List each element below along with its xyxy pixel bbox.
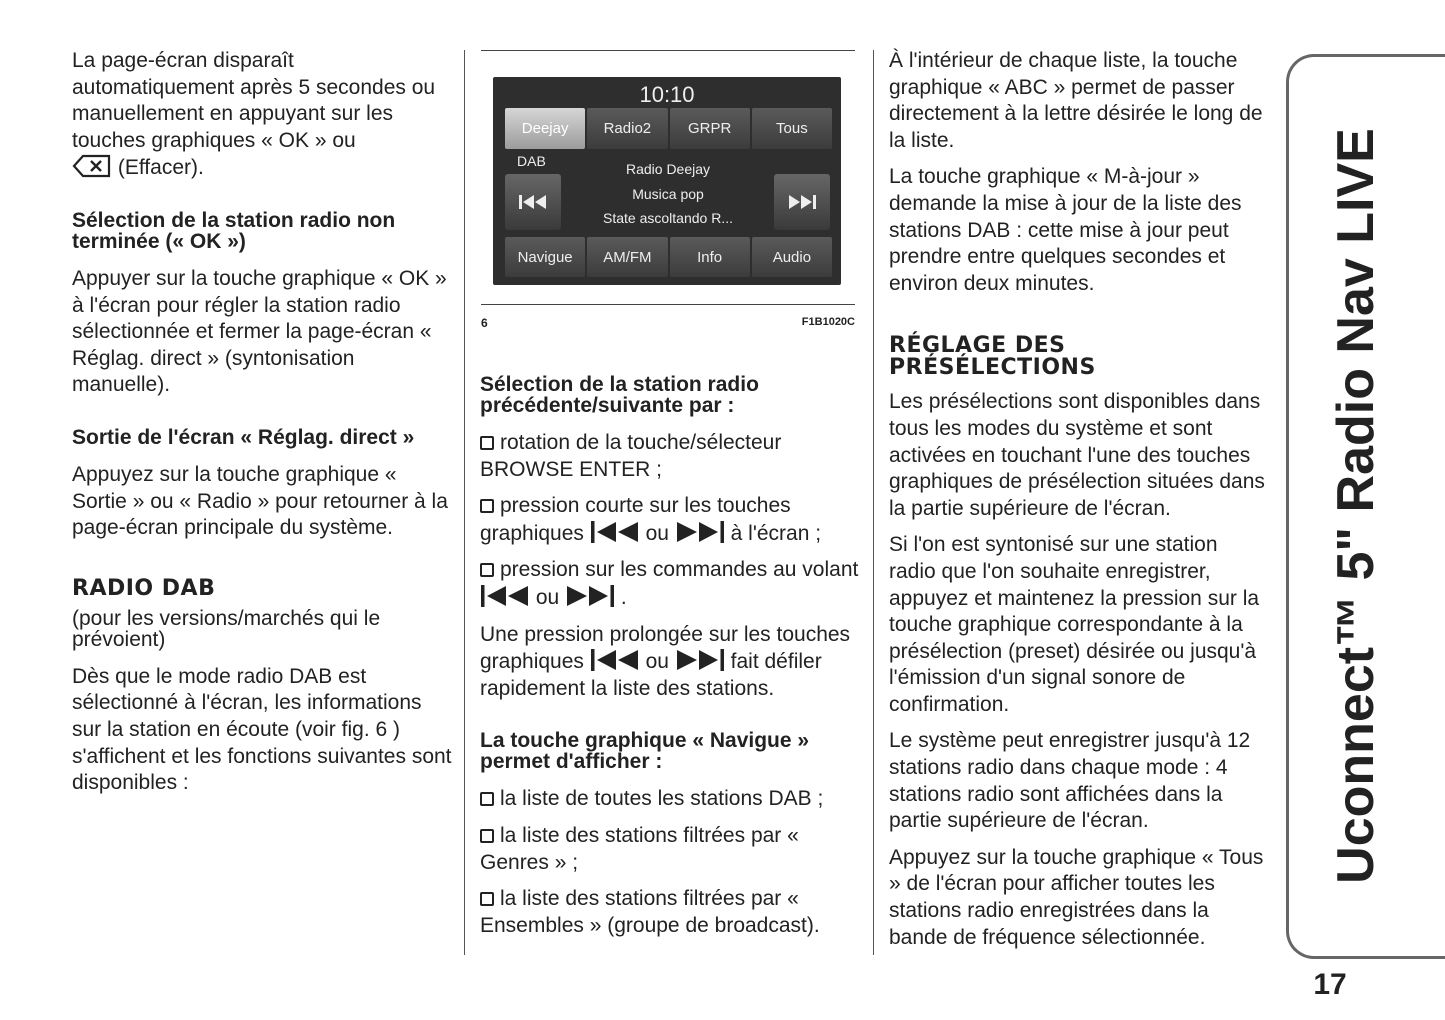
figure-bottom-rule <box>481 304 855 305</box>
preset-tabs <box>505 108 832 149</box>
preselections-paragraph-4: Appuyez sur la touche graphique « Tous » de l'écran pour afficher toutes les stations radio enregistrées dans la bande de fréquence sélectionnée. <box>889 845 1264 949</box>
figure-number: 6 <box>481 316 488 330</box>
preselections-paragraph-3: Le système peut enregistrer jusqu'à 12 stations radio dans chaque mode : 4 stations radio sont affichées dans la partie supérieure de l'écran. <box>889 729 1251 833</box>
heading-precedente: Sélection de la station radio précédente/suivante par : <box>480 373 759 417</box>
previous-track-icon <box>590 520 640 544</box>
column-right <box>889 48 1269 961</box>
chapter-title: Uconnect™ 5" Radio Nav LIVE <box>1327 128 1385 884</box>
screen-button-audio: Audio <box>752 237 832 277</box>
preset-tab-grpr: GRPR <box>670 108 750 149</box>
figure-code: F1B1020C <box>801 316 855 328</box>
preset-tab-tous: Tous <box>752 108 832 149</box>
screen-bottom-bar <box>505 237 832 277</box>
checkbox-bullet-icon <box>480 892 494 906</box>
bullet-rotation: rotation de la touche/sélecteur BROWSE ENTER ; <box>480 431 782 481</box>
preset-tab-deejay: Deejay <box>505 108 585 149</box>
bullet-pression-courte: pression courte sur les touches graphiques ou à l'écran ; <box>480 494 822 545</box>
next-track-icon <box>787 194 817 210</box>
column-divider-left <box>464 50 465 955</box>
heading-selection: Sélection de la station radio non terminée (« OK ») <box>72 208 396 253</box>
previous-track-icon <box>480 584 530 608</box>
next-track-icon <box>565 584 615 608</box>
heading-radio-dab: RADIO DAB <box>72 575 216 601</box>
previous-track-icon <box>518 194 548 210</box>
screen-previous-button <box>505 174 561 230</box>
screen-button-navigue: Navigue <box>505 237 585 277</box>
radio-screen-figure <box>493 77 841 285</box>
column-divider-right <box>873 50 874 955</box>
abc-paragraph: À l'intérieur de chaque liste, la touche graphique « ABC » permet de passer directement à la lettre désirée le long de la liste. <box>889 49 1263 152</box>
heading-presélections: RÉGLAGE DES PRÉSÉLECTIONS <box>889 333 1096 381</box>
screen-genre: Musica pop <box>632 186 704 202</box>
bullet-toutes-stations: la liste de toutes les stations DAB ; <box>480 786 860 813</box>
next-track-icon <box>675 648 725 672</box>
heading-navigue: La touche graphique « Navigue » permet d'afficher : <box>480 729 810 774</box>
page-number: 17 <box>1313 968 1347 1001</box>
checkbox-bullet-icon <box>480 499 494 513</box>
dab-versions-note: (pour les versions/marchés qui le prévoient) <box>72 606 381 651</box>
next-track-icon <box>675 520 725 544</box>
checkbox-bullet-icon <box>480 792 494 806</box>
preselections-paragraph-1: Les présélections sont disponibles dans tous les modes du système et sont activées en touchant l'une des touches graphiques de présélection situées dans la partie supérieure de l'écran. <box>889 390 1265 520</box>
previous-track-icon <box>590 648 640 672</box>
screen-clock: 10:10 <box>639 82 695 107</box>
screen-mode-label: DAB <box>517 153 546 169</box>
screen-status: State ascoltando R... <box>603 210 733 226</box>
preset-tab-radio2: Radio2 <box>587 108 667 149</box>
checkbox-bullet-icon <box>480 436 494 450</box>
selection-paragraph: Appuyer sur la touche graphique « OK » à l'écran pour régler la station radio sélectionnée et fermer la page-écran « Réglag. direct » (syntonisation manuelle). <box>72 266 447 397</box>
checkbox-bullet-icon <box>480 563 494 577</box>
preselections-paragraph-2: Si l'on est syntonisé sur une station radio que l'on souhaite enregistrer, appuyez et maintenez la pression sur la touche graphique correspondante à la présélection (preset) désirée ou jusqu'à l'émission d'un signal sonore de confirmation. <box>889 533 1260 716</box>
sortie-paragraph: Appuyez sur la touche graphique « Sortie » ou « Radio » pour retourner à la page-écran principale du système. <box>72 462 448 540</box>
backspace-icon <box>72 154 112 178</box>
screen-button-info: Info <box>670 237 750 277</box>
intro-paragraph: La page-écran disparaît automatiquement après 5 secondes ou manuellement en appuyant sur les touches graphiques « OK » ou (Effacer). <box>72 49 436 180</box>
screen-next-button <box>774 174 830 230</box>
bullet-commandes-volant: pression sur les commandes au volant ou . <box>480 557 860 611</box>
mise-a-jour-paragraph: La touche graphique « M-à-jour » demande la mise à jour de la liste des stations DAB : cette mise à jour peut prendre entre quelques secondes et environ deux minutes. <box>889 165 1242 295</box>
figure-top-rule <box>481 50 855 51</box>
bullet-genres: la liste des stations filtrées par « Genres » ; <box>480 823 799 874</box>
pression-prolongee-paragraph: Une pression prolongée sur les touches graphiques ou fait défiler rapidement la liste des stations. <box>480 622 851 700</box>
dab-paragraph: Dès que le mode radio DAB est sélectionné à l'écran, les informations sur la station en écoute (voir fig. 6 ) s'affichent et les fonctions suivantes sont disponibles : <box>72 664 452 795</box>
column-left <box>72 48 452 807</box>
screen-station-name: Radio Deejay <box>625 161 711 177</box>
heading-sortie: Sortie de l'écran « Réglag. direct » <box>72 425 415 449</box>
screen-button-amfm: AM/FM <box>587 237 667 277</box>
bullet-ensembles: la liste des stations filtrées par « Ensembles » (groupe de broadcast). <box>480 887 820 937</box>
column-middle <box>480 374 860 949</box>
checkbox-bullet-icon <box>480 829 494 843</box>
